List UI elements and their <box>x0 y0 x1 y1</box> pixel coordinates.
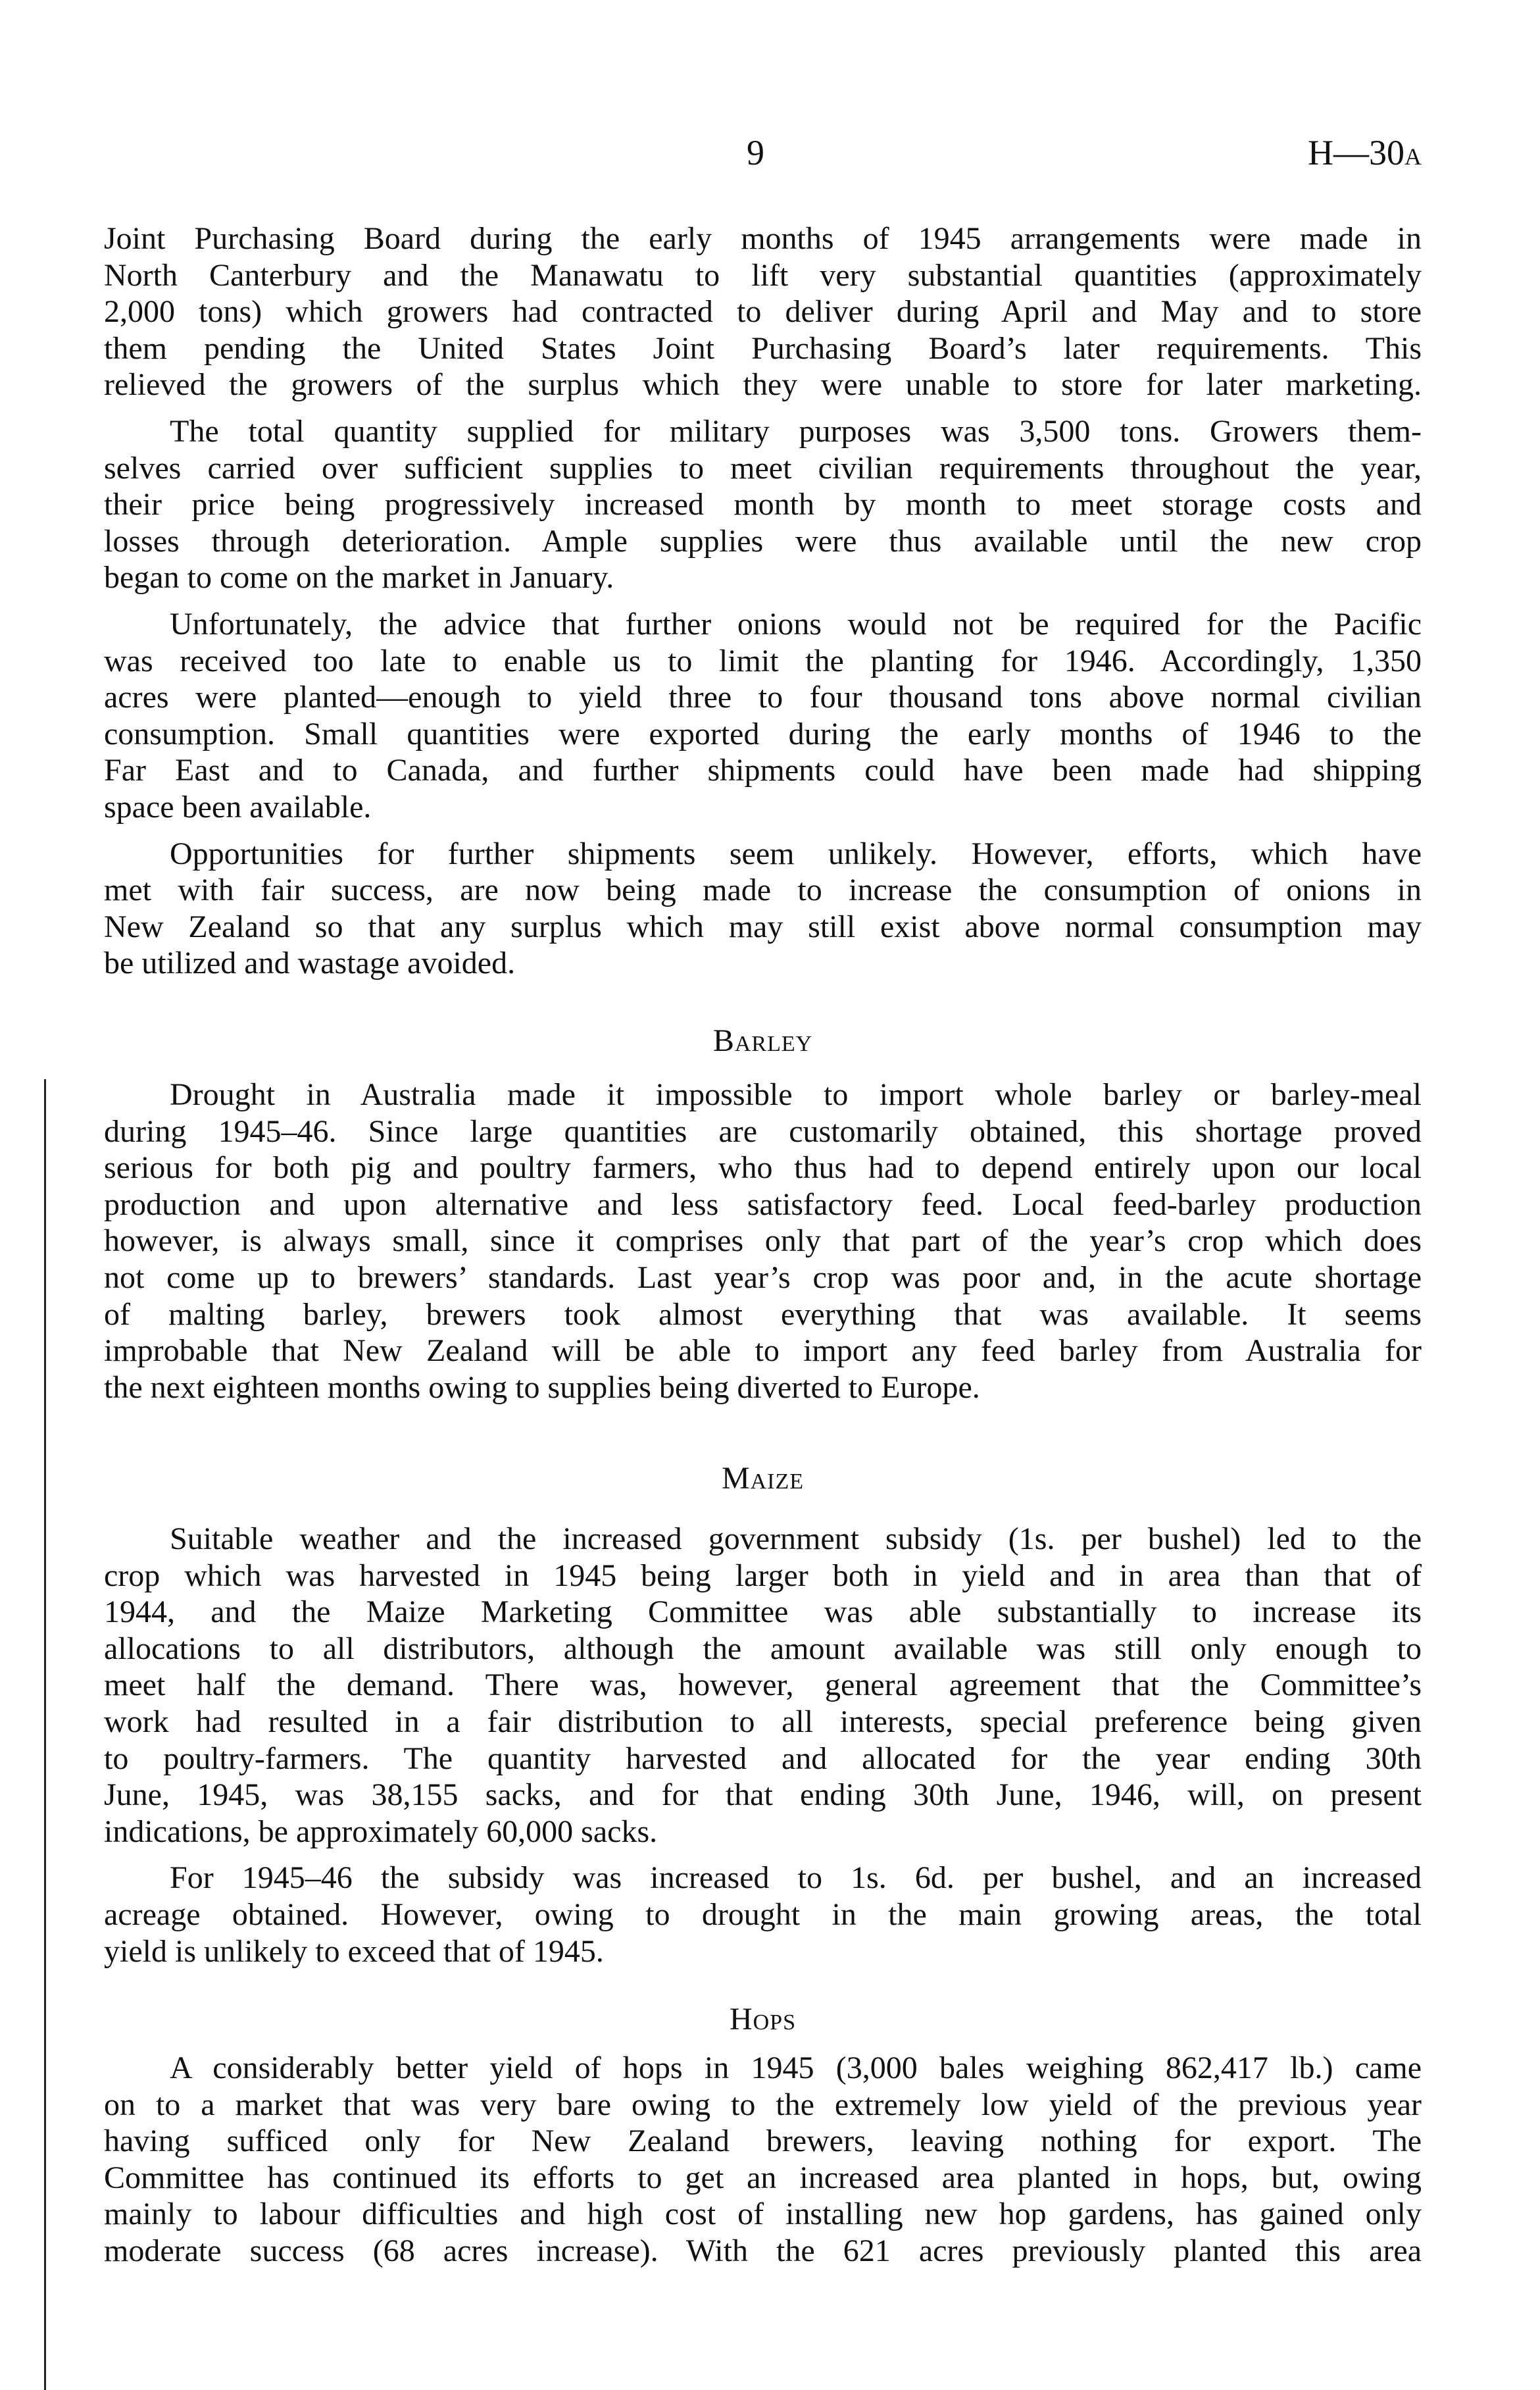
text-line: acreage obtained. However, owing to drought in the main growing areas, the total <box>104 1896 1422 1932</box>
text-line: The total quantity supplied for military purposes was 3,500 tons. Growers them- <box>170 413 1422 449</box>
heading-barley: Barley <box>712 1023 813 1058</box>
text-line: Drought in Australia made it impossible to import whole barley or barley-meal <box>170 1077 1422 1112</box>
text-line: on to a market that was very bare owing to the extremely low yield of the previous year <box>104 2087 1422 2122</box>
document-code-main: H—30 <box>1308 133 1404 172</box>
maize-section <box>104 1521 1422 1970</box>
text-line: was received too late to enable us to limit the planting for 1946. Accordingly, 1,350 <box>104 643 1422 678</box>
text-line: not come up to brewers’ standards. Last year’s crop was poor and, in the acute shortage <box>104 1259 1422 1295</box>
text-line: June, 1945, was 38,155 sacks, and for that ending 30th June, 1946, will, on present <box>104 1777 1422 1813</box>
text-line: serious for both pig and poultry farmers, who thus had to depend entirely upon our local <box>104 1150 1422 1186</box>
text-line: losses through deterioration. Ample supplies were thus available until the new crop <box>104 523 1422 559</box>
text-line: to poultry-farmers. The quantity harvested and allocated for the year ending 30th <box>104 1741 1422 1776</box>
text-line: A considerably better yield of hops in 1945 (3,000 bales weighing 862,417 lb.) came <box>170 2050 1422 2085</box>
text-line: having sufficed only for New Zealand brewers, leaving nothing for export. The <box>104 2123 1422 2159</box>
text-line: the next eighteen months owing to supplies being diverted to Europe. <box>104 1369 980 1405</box>
paragraph <box>104 606 1422 826</box>
paragraph <box>104 836 1422 982</box>
text-line: Unfortunately, the advice that further onions would not be required for the Pacific <box>170 606 1422 642</box>
paragraph <box>104 220 1422 403</box>
text-line: be utilized and wastage avoided. <box>104 946 516 981</box>
hops-section <box>104 2050 1422 2270</box>
margin-rule <box>44 1079 46 2390</box>
text-line: acres were planted—enough to yield three to four thousand tons above normal civilian <box>104 680 1422 715</box>
page-number: 9 <box>747 133 764 172</box>
text-line: Far East and to Canada, and further shipments could have been made had shipping <box>104 753 1422 788</box>
text-line: space been available. <box>104 789 372 825</box>
intro-section <box>104 220 1422 982</box>
text-line: improbable that New Zealand will be able to import any feed barley from Australia for <box>104 1333 1422 1369</box>
paragraph <box>104 1521 1422 1850</box>
text-line: however, is always small, since it comprises only that part of the year’s crop which does <box>104 1223 1422 1259</box>
text-line: selves carried over sufficient supplies to meet civilian requirements throughout the year, <box>104 450 1422 486</box>
barley-section <box>104 1077 1422 1406</box>
text-line: 1944, and the Maize Marketing Committee was able substantially to increase its <box>104 1594 1422 1630</box>
document-code <box>1308 132 1422 178</box>
text-line: meet half the demand. There was, however, general agreement that the Committee’s <box>104 1667 1422 1703</box>
text-line: relieved the growers of the surplus which they were unable to store for later marketing. <box>104 367 1422 403</box>
text-line: of malting barley, brewers took almost everything that was available. It seems <box>104 1296 1422 1332</box>
text-line: indications, be approximately 60,000 sacks. <box>104 1814 658 1849</box>
text-line: work had resulted in a fair distribution to all interests, special preference being given <box>104 1704 1422 1739</box>
paragraph <box>104 2050 1422 2270</box>
text-line: allocations to all distributors, although the amount available was still only enough to <box>104 1631 1422 1666</box>
text-line: mainly to labour difficulties and high cost of installing new hop gardens, has gained only <box>104 2197 1422 2232</box>
paragraph <box>104 1860 1422 1970</box>
document-code-suffix: A <box>1404 143 1422 170</box>
text-line: consumption. Small quantities were exported during the early months of 1946 to the <box>104 716 1422 751</box>
text-line: 2,000 tons) which growers had contracted to deliver during April and May and to store <box>104 294 1422 330</box>
paragraph <box>104 1077 1422 1406</box>
text-line: New Zealand so that any surplus which may still exist above normal consumption may <box>104 909 1422 944</box>
heading-maize: Maize <box>721 1461 805 1496</box>
text-line: during 1945–46. Since large quantities are customarily obtained, this shortage proved <box>104 1113 1422 1149</box>
text-line: North Canterbury and the Manawatu to lift very substantial quantities (approximately <box>104 257 1422 293</box>
text-line: them pending the United States Joint Purchasing Board’s later requirements. This <box>104 330 1422 366</box>
text-line: began to come on the market in January. <box>104 560 614 596</box>
text-line: Committee has continued its efforts to get an increased area planted in hops, but, owing <box>104 2160 1422 2195</box>
text-line: For 1945–46 the subsidy was increased to 1s. 6d. per bushel, and an increased <box>170 1860 1422 1896</box>
text-line: Suitable weather and the increased government subsidy (1s. per bushel) led to the <box>170 1521 1422 1556</box>
text-line: crop which was harvested in 1945 being larger both in yield and in area than that of <box>104 1558 1422 1593</box>
text-line: Joint Purchasing Board during the early months of 1945 arrangements were made in <box>104 221 1422 256</box>
text-line: Opportunities for further shipments seem unlikely. However, efforts, which have <box>170 836 1422 871</box>
text-line: moderate success (68 acres increase). With the 621 acres previously planted this area <box>104 2233 1422 2268</box>
text-line: met with fair success, are now being made to increase the consumption of onions in <box>104 873 1422 908</box>
text-line: their price being progressively increased month by month to meet storage costs and <box>104 487 1422 522</box>
text-line: yield is unlikely to exceed that of 1945. <box>104 1933 604 1969</box>
heading-hops: Hops <box>729 2002 797 2037</box>
text-line: production and upon alternative and less satisfactory feed. Local feed-barley production <box>104 1186 1422 1222</box>
paragraph <box>104 413 1422 596</box>
